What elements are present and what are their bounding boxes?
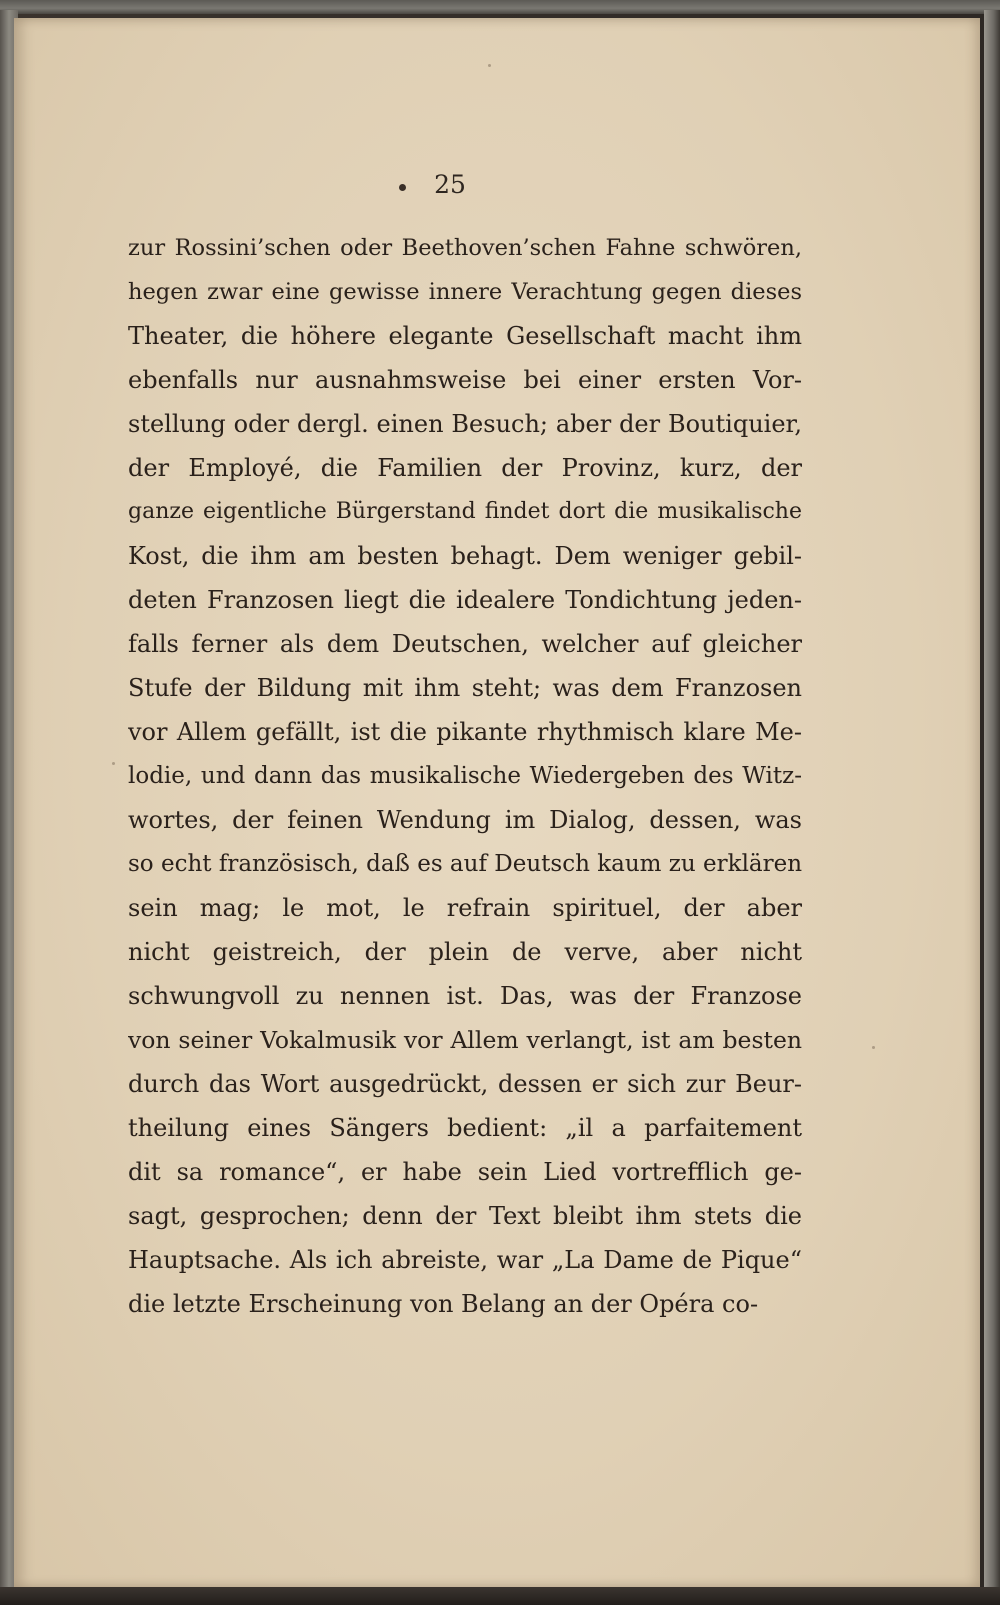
text-line: zur Rossini’schen oder Beethoven’schen Fahne schwören, <box>128 235 802 261</box>
text-line: theilung eines Sängers bedient: „il a parfaitement <box>128 1114 802 1142</box>
text-line: durch das Wort ausgedrückt, dessen er sich zur Beur- <box>128 1070 802 1098</box>
text-line: hegen zwar eine gewisse innere Verachtung gegen dieses <box>128 279 802 305</box>
text-line: von seiner Vokalmusik vor Allem verlangt, ist am besten <box>128 1026 802 1054</box>
page-stack-edge <box>984 10 1000 1590</box>
text-line: ebenfalls nur ausnahmsweise bei einer ersten Vor- <box>128 366 802 394</box>
text-line: die letzte Erscheinung von Belang an der Opéra co- <box>128 1290 759 1318</box>
paper-speck <box>872 1046 875 1049</box>
text-line: lodie, und dann das musikalische Wiedergeben des Witz- <box>128 763 802 789</box>
text-line: Stufe der Bildung mit ihm steht; was dem Franzosen <box>128 674 802 702</box>
text-line: dit sa romance“, er habe sein Lied vortrefflich ge- <box>128 1158 802 1186</box>
text-line: wortes, der feinen Wendung im Dialog, dessen, was <box>128 806 802 834</box>
text-line: Kost, die ihm am besten behagt. Dem weniger gebil- <box>128 542 802 570</box>
text-line: falls ferner als dem Deutschen, welcher auf gleicher <box>128 630 802 658</box>
paper-speck <box>488 64 491 67</box>
paper-speck <box>112 762 115 765</box>
text-line: sagt, gesprochen; denn der Text bleibt ihm stets die <box>128 1202 802 1230</box>
text-line: Hauptsache. Als ich abreiste, war „La Dame de Pique“ <box>128 1246 802 1274</box>
text-line: so echt französisch, daß es auf Deutsch kaum zu erklären <box>128 851 802 877</box>
text-line: der Employé, die Familien der Provinz, kurz, der <box>128 454 802 482</box>
page-body-text <box>128 226 802 1326</box>
text-line: vor Allem gefällt, ist die pikante rhythmisch klare Me- <box>128 718 802 746</box>
text-line: schwungvoll zu nennen ist. Das, was der Franzose <box>128 982 802 1010</box>
book-bottom-edge <box>0 1587 1000 1605</box>
book-top-edge <box>0 0 1000 14</box>
page-number: 25 <box>434 170 466 199</box>
text-line: ganze eigentliche Bürgerstand findet dort die musikalische <box>128 499 802 524</box>
text-line: Theater, die höhere elegante Gesellschaft macht ihm <box>128 322 802 350</box>
text-line: deten Franzosen liegt die idealere Tondichtung jeden- <box>128 586 802 614</box>
text-line: sein mag; le mot, le refrain spirituel, der aber <box>128 894 802 922</box>
text-line: nicht geistreich, der plein de verve, aber nicht <box>128 938 802 966</box>
text-line: stellung oder dergl. einen Besuch; aber der Boutiquier, <box>128 410 802 438</box>
